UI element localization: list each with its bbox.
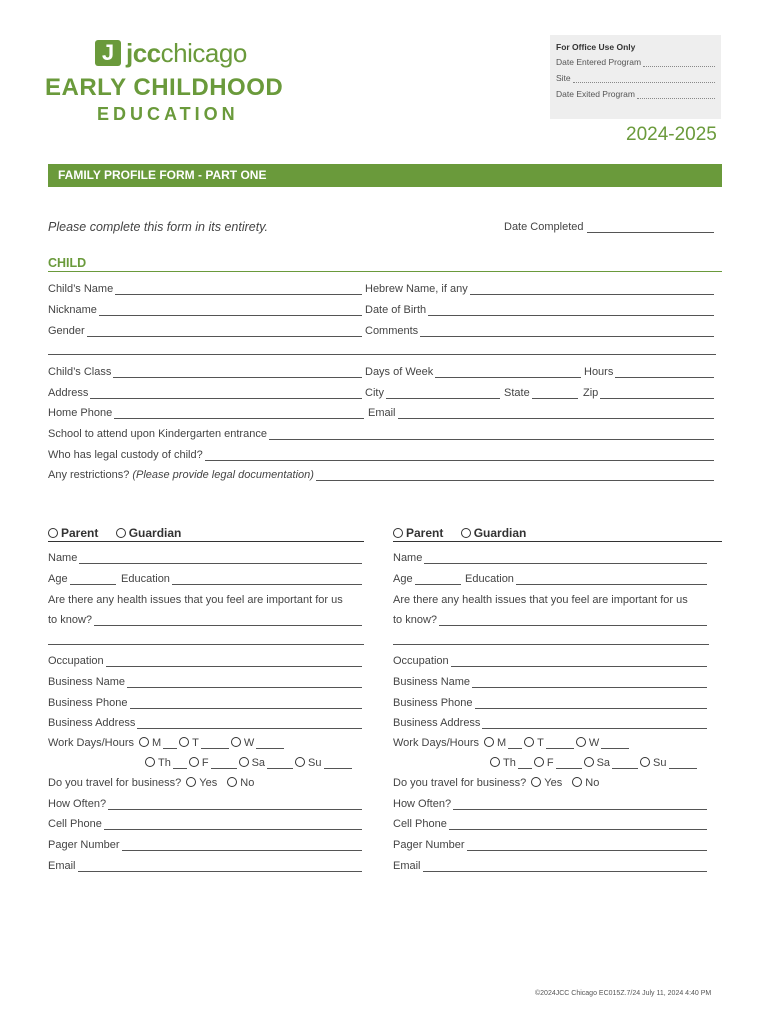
right-travel-no[interactable]: No xyxy=(572,777,599,789)
left-occupation-field[interactable]: Occupation xyxy=(48,653,364,667)
comments-field[interactable]: Comments xyxy=(365,323,716,337)
left-section-rule xyxy=(48,541,364,542)
left-education-field[interactable]: Education xyxy=(121,571,364,585)
logo-mark: J xyxy=(95,40,121,66)
left-cell-phone-field[interactable]: Cell Phone xyxy=(48,816,364,830)
right-health-extra-line[interactable] xyxy=(393,644,709,645)
childs-name-field[interactable]: Child’s Name xyxy=(48,281,364,295)
right-business-name-field[interactable]: Business Name xyxy=(393,674,709,688)
left-business-address-field[interactable]: Business Address xyxy=(48,715,364,729)
right-how-often-field[interactable]: How Often? xyxy=(393,796,709,810)
left-travel-no[interactable]: No xyxy=(227,777,254,789)
right-email-field[interactable]: Email xyxy=(393,858,709,872)
right-section-rule xyxy=(393,541,722,542)
address-field[interactable]: Address xyxy=(48,385,364,399)
instructions: Please complete this form in its entirety. xyxy=(48,220,268,234)
left-health-field[interactable]: to know? xyxy=(48,612,364,626)
radio-icon xyxy=(116,528,126,538)
radio-icon xyxy=(534,757,544,767)
radio-icon xyxy=(48,528,58,538)
hours-field[interactable]: Hours xyxy=(584,364,716,378)
right-travel-question: Do you travel for business? Yes No xyxy=(393,777,600,789)
left-business-name-field[interactable]: Business Name xyxy=(48,674,364,688)
left-parent-guardian-choice xyxy=(48,526,181,540)
radio-icon xyxy=(572,777,582,787)
left-business-phone-field[interactable]: Business Phone xyxy=(48,695,364,709)
right-health-field[interactable]: to know? xyxy=(393,612,709,626)
radio-icon xyxy=(145,757,155,767)
date-exited-field[interactable]: Date Exited Program xyxy=(556,87,715,99)
custody-field[interactable]: Who has legal custody of child? xyxy=(48,447,716,461)
office-use-title: For Office Use Only xyxy=(556,42,636,52)
program-title: EARLY CHILDHOOD xyxy=(45,74,284,101)
left-how-often-field[interactable]: How Often? xyxy=(48,796,364,810)
radio-icon xyxy=(531,777,541,787)
left-parent-option[interactable]: Parent xyxy=(48,526,98,540)
right-business-phone-field[interactable]: Business Phone xyxy=(393,695,709,709)
school-year: 2024-2025 xyxy=(626,124,717,145)
right-education-field[interactable]: Education xyxy=(465,571,709,585)
childs-class-field[interactable]: Child’s Class xyxy=(48,364,364,378)
gender-field[interactable]: Gender xyxy=(48,323,364,337)
right-occupation-field[interactable]: Occupation xyxy=(393,653,709,667)
left-health-question: Are there any health issues that you feel are important for us xyxy=(48,594,343,606)
days-of-week-field[interactable]: Days of Week xyxy=(365,364,583,378)
right-health-question: Are there any health issues that you feel are important for us xyxy=(393,594,688,606)
radio-icon xyxy=(179,737,189,747)
right-name-field[interactable]: Name xyxy=(393,550,709,564)
right-work-days-row2[interactable]: Th F Sa Su xyxy=(490,755,710,769)
date-entered-field[interactable]: Date Entered Program xyxy=(556,55,715,67)
right-parent-guardian-choice xyxy=(393,526,526,540)
office-use-box xyxy=(550,35,721,119)
radio-icon xyxy=(490,757,500,767)
left-work-days-row1[interactable]: Work Days/Hours M T W xyxy=(48,735,310,749)
restrictions-field[interactable]: Any restrictions? (Please provide legal documentation) xyxy=(48,467,716,481)
radio-icon xyxy=(524,737,534,747)
radio-icon xyxy=(461,528,471,538)
right-guardian-option[interactable]: Guardian xyxy=(461,526,527,540)
radio-icon xyxy=(189,757,199,767)
right-business-address-field[interactable]: Business Address xyxy=(393,715,709,729)
site-field[interactable]: Site xyxy=(556,71,715,83)
dob-field[interactable]: Date of Birth xyxy=(365,302,716,316)
left-health-extra-line[interactable] xyxy=(48,644,364,645)
left-age-field[interactable]: Age xyxy=(48,571,118,585)
left-work-days-row2[interactable]: Th F Sa Su xyxy=(145,755,365,769)
program-subtitle: EDUCATION xyxy=(97,104,239,124)
zip-field[interactable]: Zip xyxy=(583,385,716,399)
right-age-field[interactable]: Age xyxy=(393,571,463,585)
logo-text: jccchicago xyxy=(126,38,247,68)
hebrew-name-field[interactable]: Hebrew Name, if any xyxy=(365,281,716,295)
right-travel-yes[interactable]: Yes xyxy=(531,777,562,789)
radio-icon xyxy=(227,777,237,787)
footer-copyright: ©2024JCC Chicago EC015Z.7/24 July 11, 2024 4:40 PM xyxy=(535,990,712,997)
right-pager-field[interactable]: Pager Number xyxy=(393,837,709,851)
state-field[interactable]: State xyxy=(504,385,580,399)
left-travel-yes[interactable]: Yes xyxy=(186,777,217,789)
left-pager-field[interactable]: Pager Number xyxy=(48,837,364,851)
left-email-field[interactable]: Email xyxy=(48,858,364,872)
radio-icon xyxy=(239,757,249,767)
radio-icon xyxy=(231,737,241,747)
child-email-field[interactable]: Email xyxy=(368,405,716,419)
home-phone-field[interactable]: Home Phone xyxy=(48,405,366,419)
form-banner: FAMILY PROFILE FORM - PART ONE xyxy=(48,164,722,187)
radio-icon xyxy=(139,737,149,747)
right-work-days-row1[interactable]: Work Days/Hours M T W xyxy=(393,735,655,749)
right-cell-phone-field[interactable]: Cell Phone xyxy=(393,816,709,830)
radio-icon xyxy=(186,777,196,787)
date-completed-field[interactable]: Date Completed xyxy=(504,221,714,233)
radio-icon xyxy=(295,757,305,767)
radio-icon xyxy=(484,737,494,747)
nickname-field[interactable]: Nickname xyxy=(48,302,364,316)
city-field[interactable]: City xyxy=(365,385,502,399)
radio-icon xyxy=(393,528,403,538)
left-guardian-option[interactable]: Guardian xyxy=(116,526,182,540)
radio-icon xyxy=(584,757,594,767)
left-name-field[interactable]: Name xyxy=(48,550,364,564)
radio-icon xyxy=(576,737,586,747)
left-travel-question: Do you travel for business? Yes No xyxy=(48,777,255,789)
comments-extra-line[interactable] xyxy=(48,354,716,355)
right-parent-option[interactable]: Parent xyxy=(393,526,443,540)
child-section-heading: CHILD xyxy=(48,256,722,272)
school-field[interactable]: School to attend upon Kindergarten entrance xyxy=(48,426,716,440)
radio-icon xyxy=(640,757,650,767)
